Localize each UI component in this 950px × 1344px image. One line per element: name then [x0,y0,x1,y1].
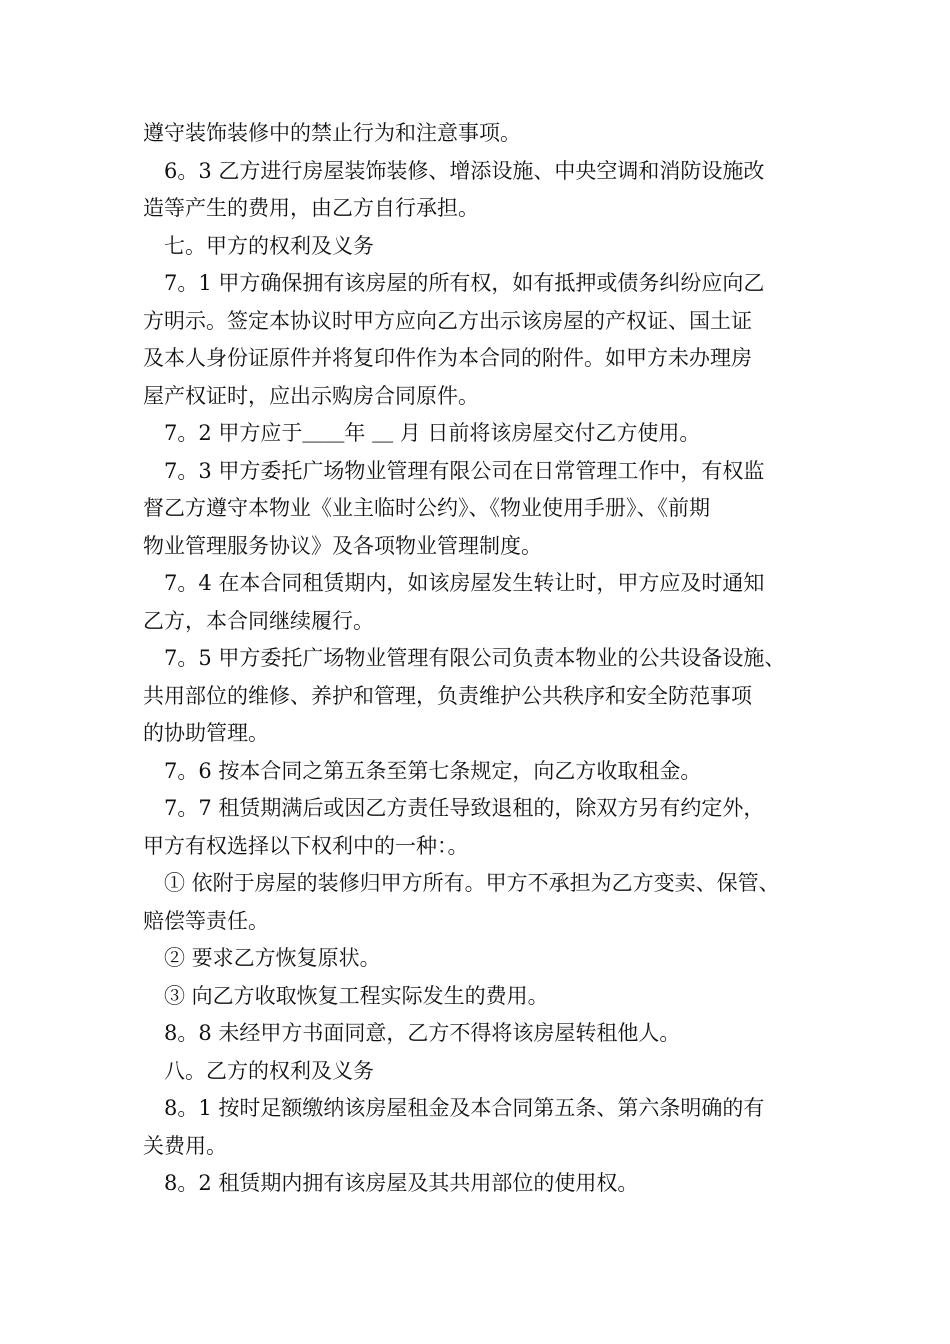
section-heading: 八。乙方的权利及义务 [164,1058,374,1083]
text-line: 8。8 未经甲方书面同意，乙方不得将该房屋转租他人。 [164,1021,681,1045]
text-line: 7。5 甲方委托广场物业管理有限公司负责本物业的公共设备设施、 [164,646,786,670]
text-line: 关费用。 [143,1133,227,1158]
text-line: 7。4 在本合同租赁期内，如该房屋发生转让时，甲方应及时通知 [164,571,765,595]
text-line: 7。7 租赁期满后或因乙方责任导致退租的，除双方另有约定外， [164,796,765,820]
text-line: 督乙方遵守本物业《业主临时公约》、《物业使用手册》、《前期 [143,496,710,520]
text-line: 及本人身份证原件并将复印件作为本合同的附件。如甲方未办理房 [143,346,752,370]
list-item: ② 要求乙方恢复原状。 [164,946,381,970]
text-line: 甲方有权选择以下权利中的一种：。 [143,833,469,858]
text-line: 8。2 租赁期内拥有该房屋及其共用部位的使用权。 [164,1171,639,1195]
text-line: 造等产生的费用，由乙方自行承担。 [143,196,479,220]
text-line: 8。1 按时足额缴纳该房屋租金及本合同第五条、第六条明确的有 [164,1096,765,1120]
section-heading: 七。甲方的权利及义务 [164,233,374,258]
text-line: 6。3 乙方进行房屋装饰装修、增添设施、中央空调和消防设施改 [164,158,765,183]
text-line: 7。3 甲方委托广场物业管理有限公司在日常管理工作中，有权监 [164,458,765,483]
text-line: 乙方，本合同继续履行。 [143,608,374,633]
text-line: 7。2 甲方应于＿＿年 ＿ 月 日前将该房屋交付乙方使用。 [164,421,701,445]
text-line: 屋产权证时，应出示购房合同原件。 [143,383,479,408]
text-line: 共用部位的维修、养护和管理，负责维护公共秩序和安全防范事项 [143,683,752,708]
document-body [143,115,823,1203]
text-line: 物业管理服务协议》及各项物业管理制度。 [143,533,542,558]
text-line: 方明示。签定本协议时甲方应向乙方出示该房屋的产权证、国土证 [143,308,752,333]
text-line: 7。1 甲方确保拥有该房屋的所有权，如有抵押或债务纠纷应向乙 [164,271,765,295]
text-line: 遵守装饰装修中的禁止行为和注意事项。 [143,121,521,145]
list-item: ① 依附于房屋的装修归甲方所有。甲方不承担为乙方变卖、保管、 [164,871,780,895]
list-item: ③ 向乙方收取恢复工程实际发生的费用。 [164,983,549,1008]
text-line: 的协助管理。 [143,721,269,745]
text-line: 7。6 按本合同之第五条至第七条规定，向乙方收取租金。 [164,758,702,783]
text-line: 赔偿等责任。 [143,908,269,933]
